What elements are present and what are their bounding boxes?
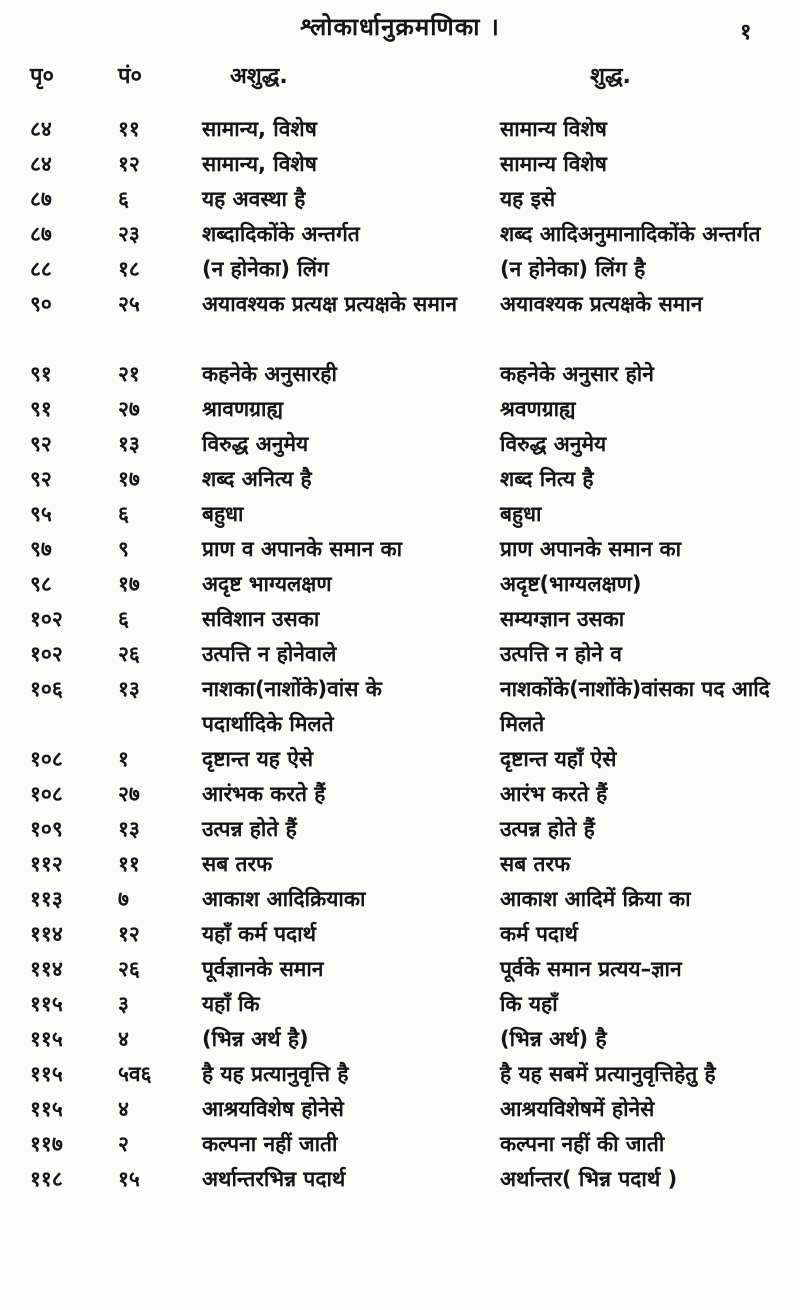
- page-number: ११८: [30, 1167, 63, 1191]
- page-number: ११४: [30, 922, 63, 946]
- correct-text: नाशकोंके(नाशोंके)वांसका पद आदि मिलते: [500, 677, 770, 736]
- line-number: १३: [118, 817, 140, 841]
- incorrect-text: उत्पत्ति न होनेवाले: [202, 642, 337, 666]
- correct-text: यह इसे: [500, 187, 556, 211]
- errata-row: [0, 147, 800, 182]
- page-number: १०८: [30, 782, 63, 806]
- errata-row: [0, 1092, 800, 1127]
- errata-row: [0, 847, 800, 882]
- incorrect-text: श्रावणग्राह्य: [202, 397, 283, 421]
- page-mark: १: [740, 20, 752, 45]
- errata-row: [0, 462, 800, 497]
- errata-row: [0, 882, 800, 917]
- line-number: २६: [118, 957, 140, 981]
- incorrect-text: अर्थान्तरभिन्न पदार्थ: [202, 1167, 346, 1191]
- line-number: ४: [118, 1027, 129, 1051]
- correct-text: श्रवणग्राह्य: [500, 397, 576, 421]
- errata-row: [0, 602, 800, 637]
- page-number: ८४: [30, 117, 52, 141]
- page-number: ११७: [30, 1132, 63, 1156]
- correct-text: सम्यग्ज्ञान उसका: [500, 607, 625, 631]
- incorrect-text: यहाँ कि: [202, 992, 260, 1016]
- correct-text: पूर्वके समान प्रत्यय–ज्ञान: [500, 957, 682, 981]
- errata-row: [0, 217, 800, 252]
- correct-text: (भिन्न अर्थ) है: [500, 1027, 607, 1051]
- page-number: ११५: [30, 1097, 63, 1121]
- errata-row: [0, 287, 800, 357]
- page-number: ८४: [30, 152, 52, 176]
- incorrect-text: यह अवस्था है: [202, 187, 306, 211]
- errata-row: [0, 777, 800, 812]
- page-number: ११५: [30, 992, 63, 1016]
- errata-row: [0, 917, 800, 952]
- errata-row: [0, 987, 800, 1022]
- errata-row: [0, 812, 800, 847]
- page-number: १०६: [30, 677, 63, 701]
- errata-row: [0, 182, 800, 217]
- page-number: ९०: [30, 292, 52, 316]
- incorrect-text: (भिन्न अर्थ है): [202, 1027, 309, 1051]
- errata-table: [0, 112, 800, 1197]
- page-number: १०२: [30, 642, 63, 666]
- correct-text: अयावश्यक प्रत्यक्षके समान: [500, 292, 703, 316]
- page-number: ११३: [30, 887, 63, 911]
- errata-row: [0, 252, 800, 287]
- correct-text: बहुधा: [500, 502, 542, 526]
- incorrect-text: सविशान उसका: [202, 607, 320, 631]
- page-number: ८८: [30, 257, 52, 281]
- incorrect-text: सब तरफ: [202, 852, 273, 876]
- incorrect-text: (न होनेका) लिंग: [202, 257, 329, 281]
- correct-text: सामान्य विशेष: [500, 152, 607, 176]
- incorrect-text: कल्पना नहीं जाती: [202, 1132, 338, 1156]
- correct-text: उत्पन्न होते हैं: [500, 817, 595, 841]
- page-number: ११५: [30, 1027, 63, 1051]
- page-number: ९२: [30, 467, 52, 491]
- line-number: १७: [118, 572, 140, 596]
- incorrect-text: बहुधा: [202, 502, 244, 526]
- page-number: ९२: [30, 432, 52, 456]
- correct-text: (न होनेका) लिंग है: [500, 257, 646, 281]
- correct-text: सब तरफ: [500, 852, 571, 876]
- incorrect-text: सामान्य, विशेष: [202, 152, 317, 176]
- incorrect-text: अयावश्यक प्रत्यक्ष प्रत्यक्षके समान: [202, 292, 458, 316]
- line-number: १३: [118, 432, 140, 456]
- page-number: ८७: [30, 187, 52, 211]
- errata-row: [0, 672, 800, 742]
- errata-row: [0, 392, 800, 427]
- errata-row: [0, 1127, 800, 1162]
- column-header-page: पृ०: [30, 64, 54, 89]
- errata-row: [0, 742, 800, 777]
- line-number: ५व६: [118, 1062, 152, 1086]
- line-number: २६: [118, 642, 140, 666]
- correct-text: विरुद्ध अनुमेय: [500, 432, 607, 456]
- page-number: १०८: [30, 747, 63, 771]
- incorrect-text: पूर्वज्ञानके समान: [202, 957, 324, 981]
- errata-row: [0, 497, 800, 532]
- correct-text: शब्द आदिअनुमानादिकोंके अन्तर्गत: [500, 222, 761, 246]
- incorrect-text: आकाश आदिक्रियाका: [202, 887, 366, 911]
- line-number: २५: [118, 292, 140, 316]
- incorrect-text: शब्द अनित्य है: [202, 467, 312, 491]
- page-number: ११४: [30, 957, 63, 981]
- page-title: श्लोकार्धानुक्रमणिका ।: [300, 13, 500, 41]
- incorrect-text: दृष्टान्त यह ऐसे: [202, 747, 314, 771]
- incorrect-text: है यह प्रत्यानुवृत्ति है: [202, 1062, 349, 1086]
- incorrect-text: आश्रयविशेष होनेसे: [202, 1097, 344, 1121]
- correct-text: अदृष्ट(भाग्यलक्षण): [500, 572, 642, 596]
- correct-text: आकाश आदिमें क्रिया का: [500, 887, 691, 911]
- correct-text: प्राण अपानके समान का: [500, 537, 682, 561]
- page-number: ९८: [30, 572, 52, 596]
- errata-row: [0, 1022, 800, 1057]
- incorrect-text: शब्दादिकोंके अन्तर्गत: [202, 222, 360, 246]
- incorrect-text: सामान्य, विशेष: [202, 117, 317, 141]
- correct-text: कल्पना नहीं की जाती: [500, 1132, 665, 1156]
- page-number: ९१: [30, 397, 52, 421]
- line-number: २: [118, 1132, 129, 1156]
- line-number: ६: [118, 502, 129, 526]
- errata-row: [0, 952, 800, 987]
- errata-row: [0, 1162, 800, 1197]
- correct-text: आरंभ करते हैं: [500, 782, 608, 806]
- line-number: २७: [118, 782, 140, 806]
- line-number: ११: [118, 852, 140, 876]
- incorrect-text: नाशका(नाशोंके)वांस के पदार्थादिके मिलते: [202, 677, 382, 736]
- line-number: १८: [118, 257, 140, 281]
- line-number: ६: [118, 607, 129, 631]
- line-number: ४: [118, 1097, 129, 1121]
- correct-text: आश्रयविशेषमें होनेसे: [500, 1097, 655, 1121]
- errata-row: [0, 357, 800, 392]
- incorrect-text: आरंभक करते हैं: [202, 782, 326, 806]
- line-number: २७: [118, 397, 140, 421]
- errata-row: [0, 637, 800, 672]
- line-number: २१: [118, 362, 140, 386]
- line-number: ६: [118, 187, 129, 211]
- correct-text: कर्म पदार्थ: [500, 922, 578, 946]
- line-number: ७: [118, 887, 129, 911]
- incorrect-text: यहाँ कर्म पदार्थ: [202, 922, 317, 946]
- column-header-wrong: अशुद्ध.: [230, 64, 288, 89]
- incorrect-text: कहनेके अनुसारही: [202, 362, 337, 386]
- correct-text: है यह सबमें प्रत्यानुवृत्तिहेतु है: [500, 1062, 716, 1086]
- correct-text: अर्थान्तर( भिन्न पदार्थ ): [500, 1167, 678, 1191]
- correct-text: कि यहाँ: [500, 992, 558, 1016]
- line-number: १: [118, 747, 129, 771]
- correct-text: शब्द नित्य है: [500, 467, 594, 491]
- line-number: १७: [118, 467, 140, 491]
- incorrect-text: प्राण व अपानके समान का: [202, 537, 403, 561]
- line-number: ९: [118, 537, 129, 561]
- errata-row: [0, 1057, 800, 1092]
- incorrect-text: उत्पन्न होते हैं: [202, 817, 297, 841]
- correct-text: कहनेके अनुसार होने: [500, 362, 654, 386]
- page-number: ११५: [30, 1062, 63, 1086]
- page-number: १०२: [30, 607, 63, 631]
- line-number: ११: [118, 117, 140, 141]
- page-number: १०९: [30, 817, 63, 841]
- page-number: ९७: [30, 537, 52, 561]
- page-number: ९१: [30, 362, 52, 386]
- column-header-right: शुद्ध.: [590, 64, 631, 89]
- correct-text: उत्पत्ति न होने व: [500, 642, 622, 666]
- correct-text: सामान्य विशेष: [500, 117, 607, 141]
- incorrect-text: विरुद्ध अनुमेय: [202, 432, 309, 456]
- page-number: ११२: [30, 852, 63, 876]
- incorrect-text: अदृष्ट भाग्यलक्षण: [202, 572, 332, 596]
- line-number: १३: [118, 677, 140, 701]
- line-number: १२: [118, 922, 140, 946]
- line-number: ३: [118, 992, 129, 1016]
- errata-row: [0, 532, 800, 567]
- line-number: १५: [118, 1167, 140, 1191]
- errata-row: [0, 112, 800, 147]
- line-number: १२: [118, 152, 140, 176]
- correct-text: दृष्टान्त यहाँ ऐसे: [500, 747, 617, 771]
- page-number: ८७: [30, 222, 52, 246]
- errata-row: [0, 427, 800, 462]
- column-header-line: पं०: [118, 64, 142, 89]
- line-number: २३: [118, 222, 140, 246]
- errata-row: [0, 567, 800, 602]
- page-number: ९५: [30, 502, 52, 526]
